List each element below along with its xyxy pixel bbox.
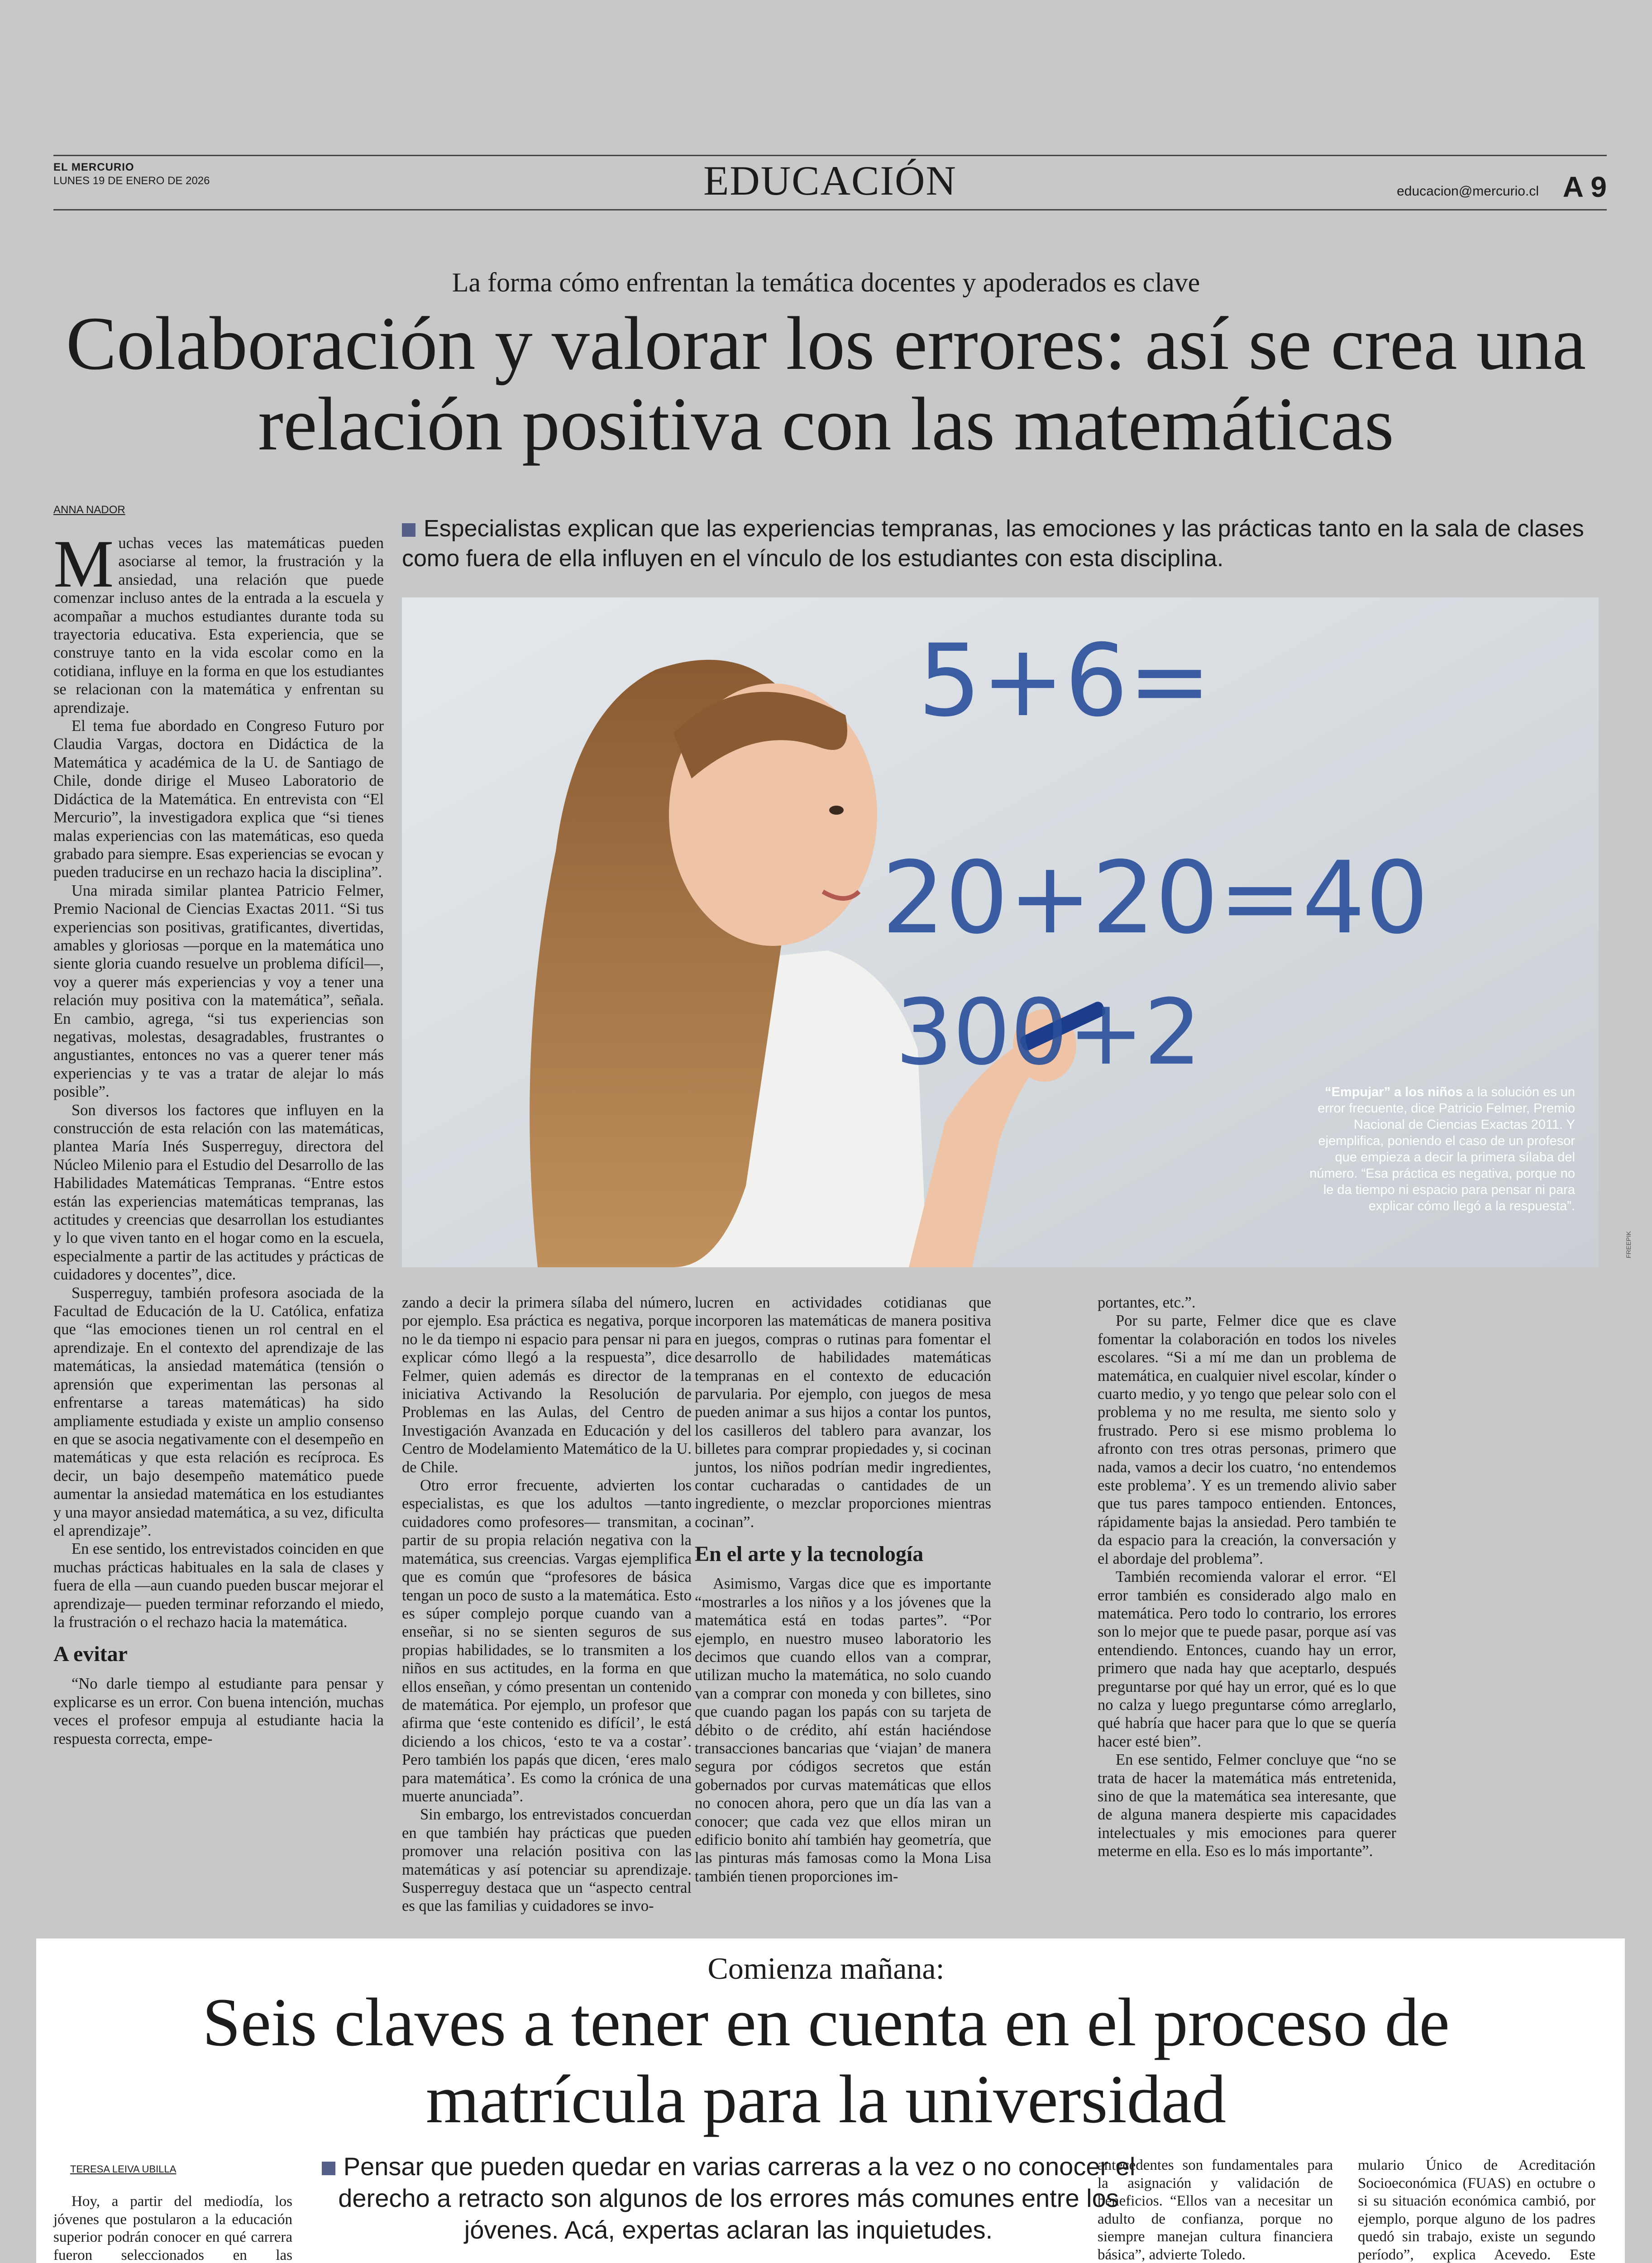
paragraph: Sin embargo, los entrevistados concuerdan en que también hay prácticas que pueden promover una relación positiva con las matemáticas y así potenciar su aprendizaje. Susperreguy destaca que un “aspecto central es que las familias y cuidadores se invo- [402, 1806, 692, 1915]
paragraph: Asimismo, Vargas dice que es importante “mostrarles a los niños y a los jóvenes que la matemática está en todas partes”. “Por ejemplo, en nuestro museo laboratorio les decimos que cuando ellos van a comprar, utilizan mucho la matemática, no solo cuando van a comprar con moneda y con billetes, sino que cuando pagan los papás con su tarjeta de débito o de crédito, ahí están haciéndose transacciones bancarias que ‘viajan’ de manera segura por códigos secretos que están gobernados por curvas matemáticas que ellos no conocen ahora, pero que un día las van a conocer; que cada vez que ellos miran un edificio bonito ahí también hay geometría, que las pinturas más famosas como la Mona Lisa también tienen proporciones im- [695, 1575, 991, 1885]
paragraph: antecedentes son fundamentales para la asignación y validación de beneficios. “Ellos van a necesitar un adulto de confianza, porque no siempre manejan cultura financiera básica”, advierte Toledo. [1098, 2157, 1333, 2263]
deck-text: Pensar que pueden quedar en varias carreras a la vez o no conocer el derecho a retracto son algunos de los errores más comunes entre los jóvenes. Acá, expertas aclaran las inquietudes. [338, 2152, 1136, 2244]
article2-column-1 [53, 2193, 292, 2263]
article2-byline: TERESA LEIVA UBILLA [70, 2163, 177, 2175]
paragraph: Por su parte, Felmer dice que es clave fomentar la colaboración en todos los niveles escolares. “Si a mí me dan un problema de matemática, en cualquier nivel escolar, kínder o cuarto medio, y yo tengo que pelear solo con el problema y no me resulta, me siento solo y frustrado. Pero si ese mismo problema lo afronto con tres otras personas, primero que nada, vamos a decir los cuatro, ‘no entendemos este problema’. Y es un tremendo alivio saber que tus pares tampoco entienden. Entonces, rápidamente bajas la ansiedad. Pero también te da espacio para la creación, la conversación y el abordaje del problema”. [1098, 1312, 1396, 1567]
paragraph: También recomienda valorar el error. “El error también es considerado algo malo en matemática. Pero todo lo contrario, los errores son lo mejor que te puede pasar, porque así vas entendiendo. Entonces, cuando hay un error, primero que nada hay que aceptarlo, después preguntarse por qué hay un error, qué es lo que no calza y luego preguntarse cómo arreglarlo, qué habría que hacer para que lo que se quería hacer esté bien”. [1098, 1568, 1396, 1750]
equation-2: 20+20=40 [882, 840, 1429, 956]
drop-cap: M [53, 526, 114, 602]
page-number: A 9 [1562, 171, 1607, 203]
article1-headline: Colaboración y valorar los errores: así se crea una relación positiva con las matemáticas [66, 301, 1586, 466]
paragraph: El tema fue abordado en Congreso Futuro por Claudia Vargas, doctora en Didáctica de la Matemática y académica de la U. de Santiago de Chile, donde dirige el Museo Laboratorio de Didáctica de la Matemática. En entrevista con “El Mercurio”, la investigadora explica que “si tienes malas experiencias con las matemáticas, eso queda grabado para siempre. Esas experiencias se evocan y pueden traducirse en un rechazo hacia la disciplina”. [53, 717, 384, 881]
masthead-rule-top [53, 155, 1607, 156]
deck-bullet [322, 2162, 335, 2175]
article1-byline: ANNA NADOR [53, 504, 125, 516]
paragraph: Otro error frecuente, advierten los especialistas, es que los adultos —tanto cuidadores como profesores— transmitan, a partir de su propia relación negativa con la matemática, sus creencias. Vargas ejemplifica que es común que “profesores de básica tengan un poco de susto a la matemática. Esto es súper complejo porque cuando van a enseñar, si no se sienten seguros de sus propias habilidades, se lo transmiten a los niños en sus actitudes, en la forma en que ellos enseñan, y cómo presentan un contenido de matemática. Por ejemplo, un profesor que afirma que ‘este contenido es difícil’, le está diciendo a los chicos, ‘esto te va a costar’. Pero también los papás que dicen, ‘eres malo para matemática’. Es como la crónica de una muerte anunciada”. [402, 1477, 692, 1805]
article1-column-3 [695, 1294, 991, 1886]
deck-bullet [402, 523, 415, 537]
article2-kicker: Comienza mañana: [707, 1951, 945, 1986]
article1-deck [402, 514, 1601, 573]
paragraph: Una mirada similar plantea Patricio Felmer, Premio Nacional de Ciencias Exactas 2011. “Si tus experiencias son positivas, gratificantes, divertidas, amables y gloriosas —porque en la matemática uno siente gloria cuando resuelve un problema difícil—, voy a querer más experiencias y voy a tener una relación muy positiva con la matemática”, señala. En cambio, agrega, “si tus experiencias son negativas, molestas, desagradables, frustrantes o angustiantes, entonces no vas a querer tener más experiencias y te vas a tratar de alejar lo más posible”. [53, 882, 384, 1101]
paragraph: Muchas veces las matemáticas pueden asociarse al temor, la frustración y la ansiedad, una relación que puede comenzar incluso antes de la entrada a la escuela y acompañar a muchos estudiantes durante toda su trayectoria educativa. Esta experiencia, que se construye tanto en la vida escolar como en la cotidiana, influye en la forma en que los estudiantes se relacionan con la matemática y enfrentan su aprendizaje. [53, 526, 384, 716]
article1-column-2 [402, 1294, 692, 1915]
paragraph: Son diversos los factores que influyen en la construcción de esta relación con las matemáticas, plantea María Inés Susperreguy, directora del Núcleo Milenio para el Estudio del Desarrollo de las Habilidades Matemáticas Tempranas. “Entre estos están las experiencias matemáticas tempranas, las actitudes y creencias que desarrollan los estudiantes y lo que viven tanto en el hogar como en la escuela, especialmente a partir de las actitudes y prácticas de cuidadores y docentes”, dice. [53, 1101, 384, 1284]
article2-headline: Seis claves a tener en cuenta en el proceso de matrícula para la universidad [202, 1984, 1450, 2137]
subhead-arte-tecnologia: En el arte y la tecnología [695, 1542, 924, 1566]
equation-3: 300+2 [895, 980, 1202, 1085]
subhead-a-evitar: A evitar [53, 1642, 128, 1666]
paragraph: mulario Único de Acreditación Socioeconómica (FUAS) en octubre o si su situación económica cambió, por ejemplo, porque alguno de los padres quedó sin trabajo, existe un segundo período”, explica Acevedo. Este [1358, 2157, 1595, 2263]
paragraph: Susperreguy, también profesora asociada de la Facultad de Educación de la U. Católica, enfatiza que “las emociones tienen un rol central en el aprendizaje. En el contexto del aprendizaje de las matemáticas, la ansiedad matemática (tensión o aprensión que experimentan las personas al enfrentarse a tareas matemáticas) ha sido ampliamente estudiada y existe un amplio consenso en que se asocia negativamente con el desempeño en matemáticas y que esta relación es recíproca. Es decir, un bajo desempeño matemático puede aumentar la ansiedad matemática en los estudiantes y una mayor ansiedad matemática, a su vez, dificulta el aprendizaje”. [53, 1284, 384, 1539]
article2-column-5 [1098, 2157, 1333, 2263]
article1-photo-caption: “Empujar” a los niños a la solución es un error frecuente, dice Patricio Felmer, Premio Nacional de Ciencias Exactas 2011. Y ejemplifica, poniendo el caso de un profesor que empieza a decir la primera sílaba del número. “Esa práctica es negativa, porque no le da tiempo ni espacio para pensar ni para explicar cómo llegó a la respuesta”. [1309, 1085, 1575, 1213]
newspaper-name: EL MERCURIO [53, 161, 134, 173]
masthead [53, 158, 1607, 211]
paragraph: Hoy, a partir del mediodía, los jóvenes que postularon a la educación superior podrán conocer en qué carrera fueron seleccionados en las [53, 2193, 292, 2263]
equation-1: 5+6= [918, 623, 1212, 739]
article1-column-4 [1098, 1294, 1396, 1861]
issue-date: LUNES 19 DE ENERO DE 2026 [53, 175, 210, 187]
article1-column-1 [53, 526, 384, 1748]
article1-kicker: La forma cómo enfrentan la temática docentes y apoderados es clave [452, 267, 1200, 297]
deck-text: Especialistas explican que las experiencias tempranas, las emociones y las prácticas tanto en la sala de clases como fuera de ella influyen en el vínculo de los estudiantes con esta disciplina. [402, 516, 1584, 572]
paragraph: zando a decir la primera sílaba del número, por ejemplo. Esa práctica es negativa, porque no le da tiempo ni espacio para pensar ni para explicar cómo llegó a la respuesta”, dice Felmer, quien además es director de la iniciativa Activando la Resolución de Problemas en las Aulas, del Centro de Investigación Avanzada en Educación y del Centro de Modelamiento Matemático de la U. de Chile. [402, 1294, 692, 1476]
section-email: educacion@mercurio.cl [1397, 184, 1539, 199]
paragraph: “No darle tiempo al estudiante para pensar y explicarse es un error. Con buena intención, muchas veces el profesor empuja al estudiante hacia la respuesta correcta, empe- [53, 1675, 384, 1747]
article2-deck [315, 2151, 1141, 2246]
paragraph: lucren en actividades cotidianas que incorporen las matemáticas de manera positiva en juegos, compras o rutinas para fomentar el desarrollo de habilidades matemáticas tempranas en el contexto de educación parvularia. Por ejemplo, con juegos de mesa pueden animar a sus hijos a contar los puntos, los casilleros del tablero para avanzar, los billetes para comprar propiedades y, si cocinan juntos, los niños podrían medir ingredientes, contar cucharadas o cantidades de un ingrediente, o mezclar proporciones mientras cocinan”. [695, 1294, 991, 1531]
article1-photo-credit: FREEPIK [1625, 1231, 1632, 1258]
masthead-rule-bottom [53, 209, 1607, 210]
paragraph: portantes, etc.”. [1098, 1294, 1196, 1311]
article2-column-6 [1358, 2157, 1595, 2263]
section-title: EDUCACIÓN [703, 158, 957, 204]
paragraph: En ese sentido, Felmer concluye que “no se trata de hacer la matemática más entretenida, sino de que la matemática sea interesante, que de alguna manera despierte mis capacidades intelectuales y mis emociones para querer meterme en ella. Eso es lo más importante”. [1098, 1751, 1396, 1860]
paragraph: En ese sentido, los entrevistados coinciden en que muchas prácticas habituales en la sala de clases y fuera de ella —aun cuando pueden buscar mejorar el aprendizaje— pueden terminar reforzando el miedo, la frustración o el rechazo hacia la matemática. [53, 1540, 384, 1631]
